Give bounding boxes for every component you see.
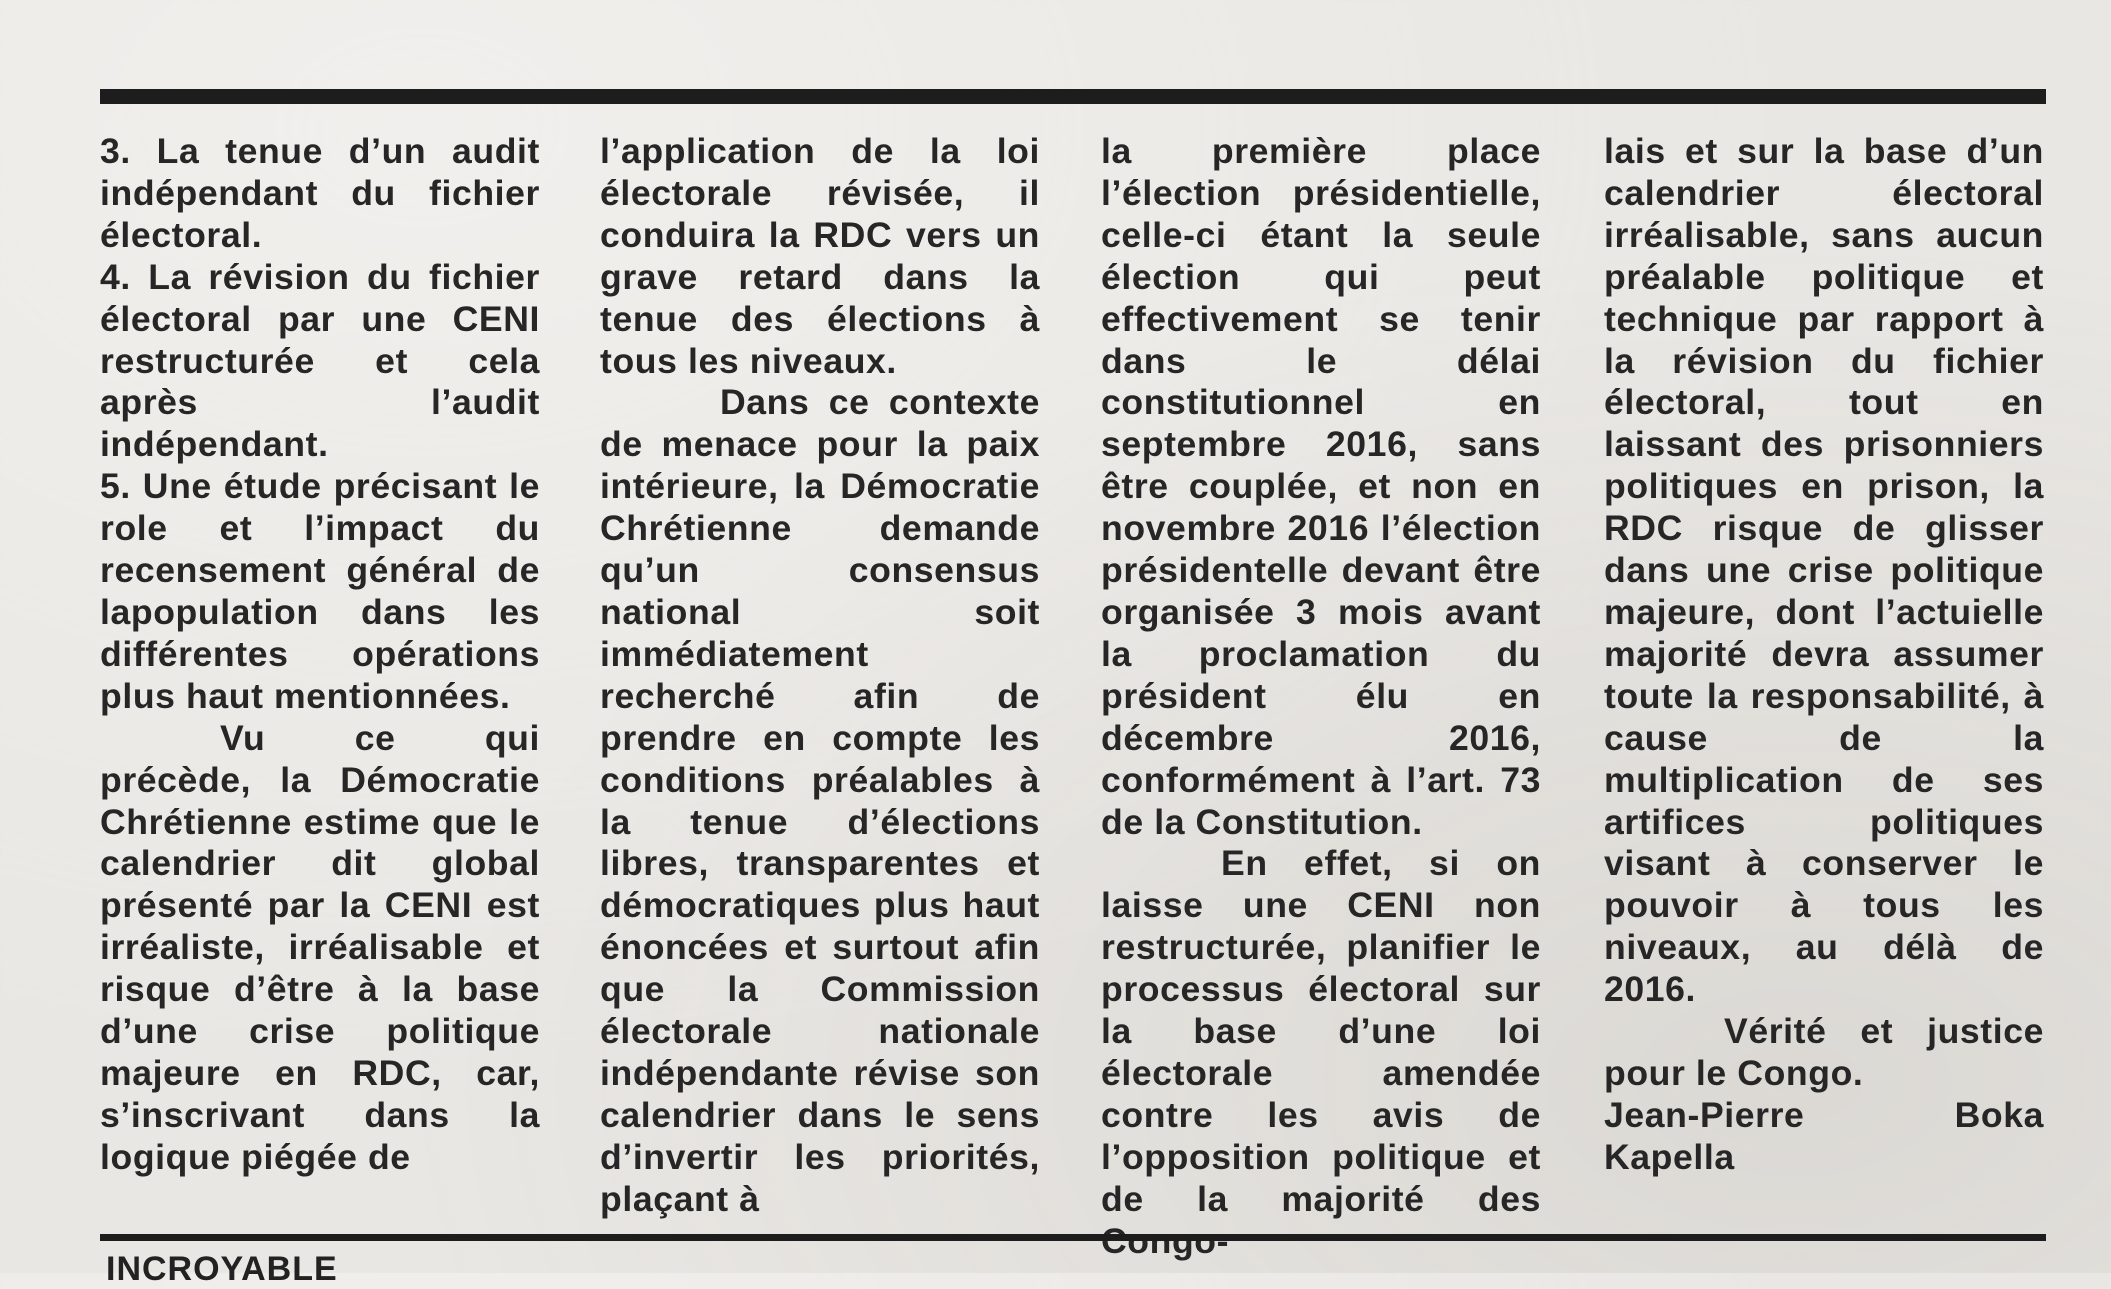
paragraph-conclusion: lais et sur la base d’un calendrier électoral irréalisable, sans aucun préalable politique et technique par rapport à la révision du fichier électoral, tout en laissant des prisonniers politiques en prison, la RDC risque de glisser dans une crise politique majeure, dont l’actuielle majorité devra assumer toute la responsabilité, à cause de la multiplication de ses artifices politiques visant à conserver le pouvoir à tous les niveaux, au délà de 2016.: [1604, 131, 2044, 1010]
closing-slogan: Vérité et justice pour le Congo.: [1604, 1011, 2044, 1093]
paragraph-point-4: 4. La révision du fichier électoral par une CENI restructurée et cela après l’audit indépendant.: [100, 256, 540, 465]
paragraph-point-3: 3. La tenue d’un audit indépendant du fichier électoral.: [100, 131, 540, 255]
paragraph-en-effet: En effet, si on laisse une CENI non restructurée, planifier le processus électoral sur la base d’une loi électorale amendée contre les avis de l’opposition politique et de la majorité des: [1101, 843, 1541, 1219]
next-article-heading: INCROYABLE: [106, 1250, 338, 1288]
column-4: [1604, 131, 2044, 1179]
paragraph-vu-ce-qui-precede: Vu ce qui précède, la Démocratie Chrétienne estime que le calendrier dit global présenté par la CENI est irréaliste, irréalisable et risque d’être à la base d’une crise politique majeure en RDC, car, s’inscrivant dans la logique piégée de: [100, 717, 540, 1177]
bottom-rule: [100, 1234, 2046, 1241]
paragraph-point-5: 5. Une étude précisant le role et l’impact du recensement général de lapopulation dans les différentes opérations plus haut mentionnées.: [100, 466, 540, 716]
paragraph-dans-ce-contexte: Dans ce contexte de menace pour la paix intérieure, la Démocratie Chrétienne demande qu’un consensus national soit immédiatement recherché afin de prendre en compte les conditions préalables à la tenue d’élections libres, transparentes et démocratiques plus haut énoncées et surtout afin que la Commission électorale nationale indépendante révise son calendrier dans le sens d’invertir les priorités, plaçant à: [600, 382, 1040, 1219]
column-2: [600, 131, 1040, 1221]
column-3: [1101, 131, 1541, 1262]
author-signature: Jean-Pierre Boka Kapella: [1604, 1094, 2044, 1177]
column-1: [100, 131, 540, 1179]
top-rule: [100, 89, 2046, 104]
paragraph-continuation: l’application de la loi électorale révisée, il conduira la RDC vers un grave retard dans la tenue des élections à tous les niveaux.: [600, 131, 1040, 381]
paragraph-premiere-place: la première place l’élection présidentielle, celle-ci étant la seule élection qui peut effectivement se tenir dans le délai constitutionnel en septembre 2016, sans être couplée, et non en novembre 2016 l’élection présidentelle devant être organisée 3 mois avant la proclamation du président élu en décembre 2016, conformément à l’art. 73 de la Constitution.: [1101, 131, 1541, 842]
